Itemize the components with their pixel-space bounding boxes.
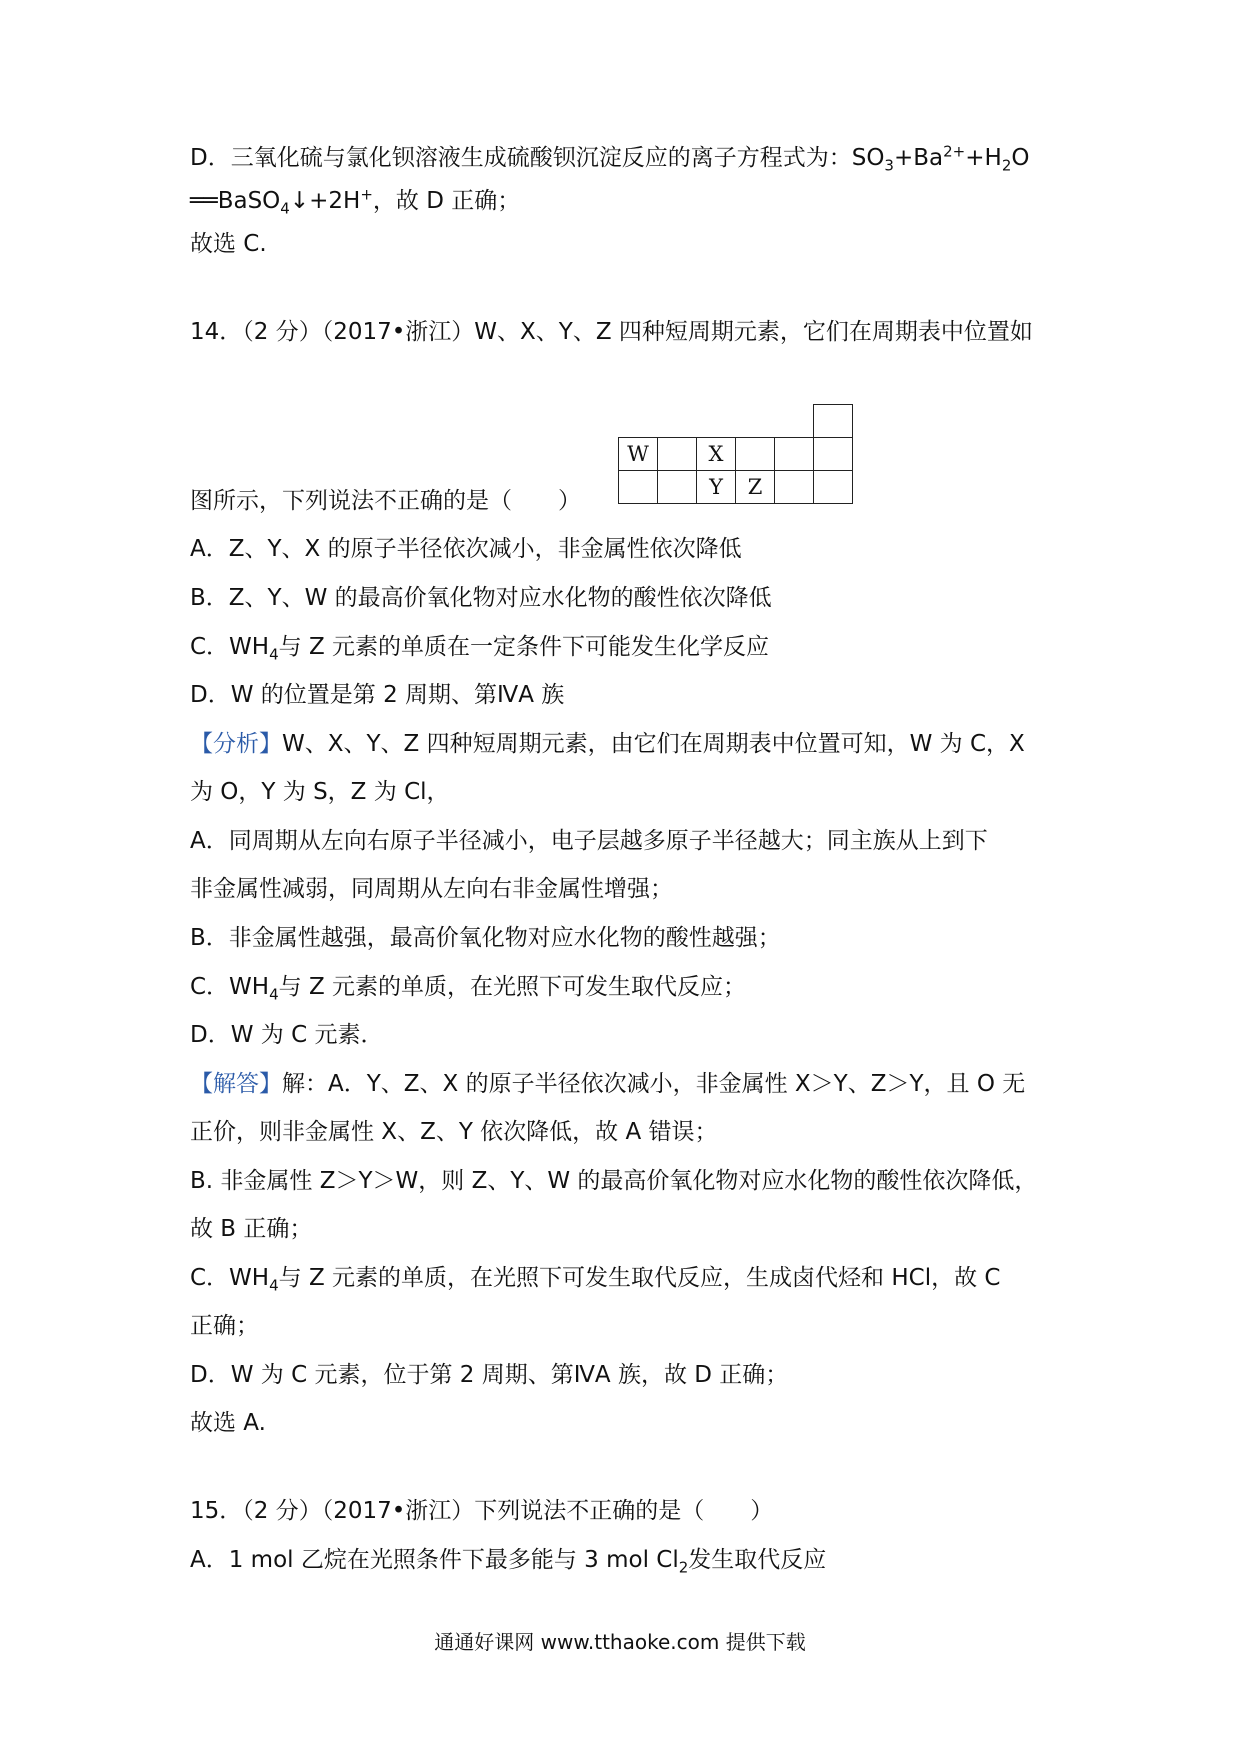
q14-solution-b-line1: B. 非金属性 Z＞Y＞W，则 Z、Y、W 的最高价氧化物对应水化物的酸性依次降低， — [190, 1168, 1038, 1194]
q14-analysis-b: B．非金属性越强，最高价氧化物对应水化物的酸性越强； — [190, 925, 781, 951]
q14-option-d: D．W 的位置是第 2 周期、第ⅣA 族 — [190, 682, 565, 708]
ionic-formula: $SO_3+Ba^{2+}+H_2O$ — [851, 142, 1030, 175]
table-cell — [814, 471, 853, 504]
q14-stem-line2: 图所示，下列说法不正确的是（ ） — [190, 488, 581, 514]
table-cell-y: Y — [697, 471, 736, 504]
q13-answer: 故选 C. — [190, 231, 267, 257]
table-row — [619, 438, 853, 471]
table-cell — [814, 405, 853, 438]
q14-solution-c-line2: 正确； — [190, 1313, 259, 1339]
q14-option-c: C．$WH_4$与 Z 元素的单质在一定条件下可能发生化学反应 — [190, 634, 770, 664]
q14-solution-line1: 【解答】解：A．Y、Z、X 的原子半径依次减小，非金属性 X＞Y、Z＞Y，且 O 无 — [190, 1071, 1026, 1097]
q14-analysis-line2: 为 O，Y 为 S，Z 为 Cl， — [190, 779, 450, 805]
solution-tag: 【解答】 — [190, 1071, 282, 1097]
table-row — [619, 471, 853, 504]
q15-stem: 15．（2 分）（2017•浙江）下列说法不正确的是（ ） — [190, 1498, 774, 1524]
table-row — [619, 405, 853, 438]
q14-option-a: A．Z、Y、X 的原子半径依次减小，非金属性依次降低 — [190, 536, 742, 562]
table-cell — [619, 471, 658, 504]
table-cell — [658, 438, 697, 471]
q14-solution-c-line1: C．$WH_4$与 Z 元素的单质，在光照下可发生取代反应，生成卤代烃和 HCl，故 C — [190, 1265, 1001, 1295]
q14-solution-d: D．W 为 C 元素，位于第 2 周期、第ⅣA 族，故 D 正确； — [190, 1362, 789, 1388]
page-footer: 通通好课网 www.tthaoke.com 提供下载 — [434, 1630, 806, 1654]
q15-option-a: A．1 mol 乙烷在光照条件下最多能与 3 mol $Cl_2$发生取代反应 — [190, 1547, 827, 1577]
q14-answer: 故选 A. — [190, 1410, 266, 1436]
q14-analysis-a-line2: 非金属性减弱，同周期从左向右非金属性增强； — [190, 876, 673, 902]
q14-analysis-d: D．W 为 C 元素． — [190, 1022, 384, 1048]
q14-analysis-a-line1: A．同周期从左向右原子半径减小，电子层越多原子半径越大；同主族从上到下 — [190, 828, 988, 854]
q14-solution-a-line2: 正价，则非金属性 X、Z、Y 依次降低，故 A 错误； — [190, 1119, 718, 1145]
analysis-tag: 【分析】 — [190, 731, 282, 757]
q13-option-d-line1: D．三氧化硫与氯化钡溶液生成硫酸钡沉淀反应的离子方程式为：$SO_3+Ba^{2+}+H_2O$ — [190, 142, 1030, 175]
periodic-table-fragment — [618, 404, 853, 504]
q14-solution-b-line2: 故 B 正确； — [190, 1216, 313, 1242]
table-cell-w: W — [619, 438, 658, 471]
q14-stem-line1: 14．（2 分）（2017•浙江）W、X、Y、Z 四种短周期元素，它们在周期表中位置如 — [190, 319, 1033, 345]
table-cell — [775, 471, 814, 504]
table-cell — [814, 438, 853, 471]
table-cell — [775, 438, 814, 471]
q14-analysis-line1: 【分析】W、X、Y、Z 四种短周期元素，由它们在周期表中位置可知，W 为 C，X — [190, 731, 1025, 757]
table-cell — [658, 471, 697, 504]
q13-option-d-line2: ══BaSO$_4$↓+2H+，故 D 正确； — [190, 185, 521, 218]
q14-analysis-c: C．$WH_4$与 Z 元素的单质，在光照下可发生取代反应； — [190, 974, 747, 1004]
table-cell-z: Z — [736, 471, 775, 504]
table-cell — [736, 438, 775, 471]
table-cell-x: X — [697, 438, 736, 471]
q14-option-b: B．Z、Y、W 的最高价氧化物对应水化物的酸性依次降低 — [190, 585, 772, 611]
